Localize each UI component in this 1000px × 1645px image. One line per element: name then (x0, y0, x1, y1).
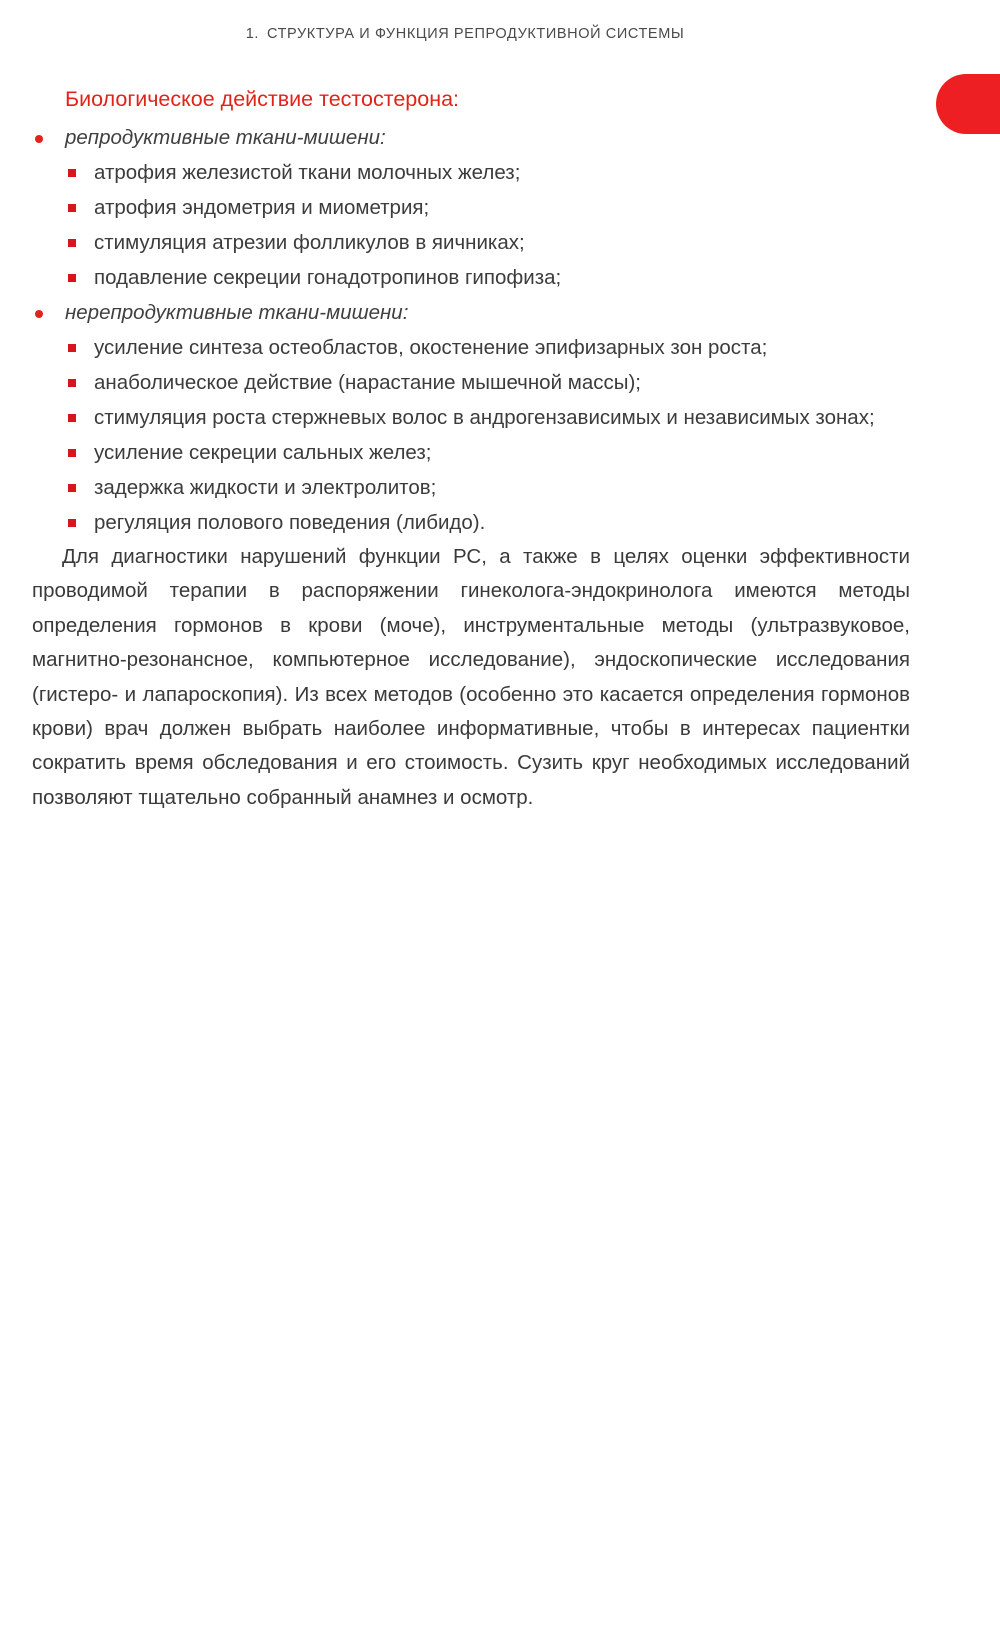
target-tissue-list (32, 120, 910, 540)
list-item (32, 260, 910, 295)
sub-list (32, 330, 910, 540)
bullet-square-icon (68, 169, 76, 177)
section-title: Биологическое действие тестостерона: (65, 87, 460, 111)
list-item (32, 470, 910, 505)
list-item (32, 505, 910, 540)
list-item-text: стимуляция роста стержневых волос в андрогензависимых и независимых зонах; (94, 406, 875, 429)
group-label-text: репродуктивные ткани-мишени: (65, 126, 386, 149)
chapter-title: СТРУКТУРА И ФУНКЦИЯ РЕПРОДУКТИВНОЙ СИСТЕМЫ (266, 26, 685, 42)
list-group-nonreproductive (32, 295, 910, 540)
list-item-text: подавление секреции гонадотропинов гипофиза; (94, 266, 562, 289)
bullet-dot-icon (35, 310, 43, 318)
sub-list (32, 155, 910, 295)
chapter-number: 1. (245, 26, 259, 42)
running-header (0, 26, 930, 42)
bullet-square-icon (68, 449, 76, 457)
list-item-text: анаболическое действие (нарастание мышечной массы); (94, 371, 641, 394)
chapter-thumb-tab (936, 74, 1000, 134)
list-item-text: атрофия эндометрия и миометрия; (94, 196, 430, 219)
list-item-text: усиление секреции сальных желез; (94, 441, 432, 464)
group-label (32, 120, 910, 155)
bullet-square-icon (68, 519, 76, 527)
bullet-square-icon (68, 274, 76, 282)
list-item (32, 400, 910, 435)
bullet-square-icon (68, 414, 76, 422)
group-label (32, 295, 910, 330)
list-item (32, 155, 910, 190)
group-label-text: нерепродуктивные ткани-мишени: (65, 301, 409, 324)
list-item-text: регуляция полового поведения (либидо). (94, 511, 486, 534)
list-item (32, 435, 910, 470)
list-item (32, 330, 910, 365)
bullet-square-icon (68, 344, 76, 352)
list-item-text: задержка жидкости и электролитов; (94, 476, 437, 499)
list-group-reproductive (32, 120, 910, 295)
list-item-text: усиление синтеза остеобластов, окостенение эпифизарных зон роста; (94, 336, 768, 359)
list-item-text: стимуляция атрезии фолликулов в яичниках; (94, 231, 525, 254)
list-item-text: атрофия железистой ткани молочных желез; (94, 161, 521, 184)
list-item (32, 365, 910, 400)
bullet-square-icon (68, 204, 76, 212)
body-paragraph: Для диагностики нарушений функции РС, а также в целях оценки эффективности проводимой терапии в распоряжении гинеколога-эндокринолога имеются методы определения гормонов в крови (моче), инструментальные методы (ультразвуковое, магнитно-резонансное, компьютерное исследование), эндоскопические исследования (гистеро- и лапароскопия). Из всех методов (особенно это касается определения гормонов крови) врач должен выбрать наиболее информативные, чтобы в интересах пациентки сократить время обследования и его стоимость. Сузить круг необходимых исследований позволяют тщательно собранный анамнез и осмотр. (32, 545, 910, 809)
bullet-square-icon (68, 239, 76, 247)
bullet-square-icon (68, 379, 76, 387)
list-item (32, 225, 910, 260)
bullet-dot-icon (35, 135, 43, 143)
list-item (32, 190, 910, 225)
page-content (32, 84, 910, 815)
bullet-square-icon (68, 484, 76, 492)
